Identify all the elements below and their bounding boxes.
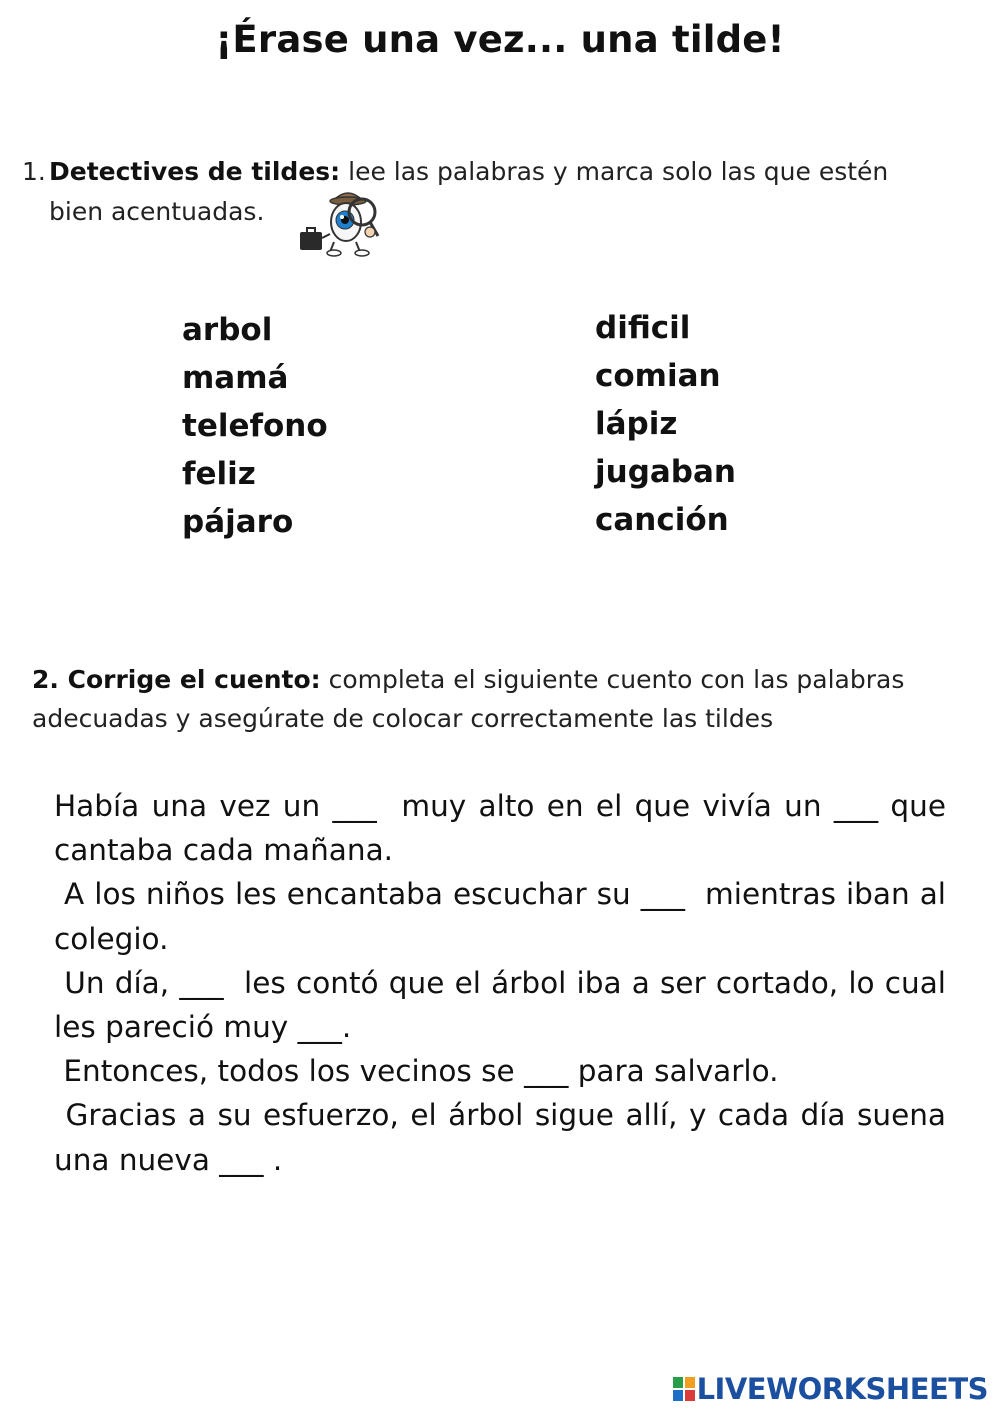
liveworksheets-logo-icon [673,1377,695,1401]
word-item[interactable]: pájaro [182,504,294,540]
story-paragraph: Un día, ___ les contó que el árbol iba a ser cortado, lo cual les pareció muy ___. [54,965,956,1045]
section-1 [22,152,942,232]
section-2-instruction: completa el siguiente cuento con las palabras adecuadas y asegúrate de colocar correctamente las tildes [32,665,905,733]
story-text [54,784,956,1182]
word-item[interactable]: feliz [182,456,256,492]
story-paragraph: Entonces, todos los vecinos se ___ para salvarlo. [54,1054,779,1089]
story-paragraph: A los niños les encantaba escuchar su ___ mientras iban al colegio. [54,877,956,956]
word-item[interactable]: telefono [182,408,328,444]
word-item[interactable]: dificil [595,310,691,346]
word-list-right [595,304,736,544]
section-1-text [49,152,942,232]
brand-footer[interactable] [673,1372,988,1406]
word-item[interactable]: canción [595,502,729,538]
word-list-left [182,306,328,546]
section-1-number: 1. [22,157,46,186]
word-item[interactable]: comian [595,358,721,394]
word-item[interactable]: lápiz [595,406,678,442]
page-title: ¡Érase una vez... una tilde! [215,18,785,61]
word-item[interactable]: arbol [182,312,273,348]
story-paragraph: Había una vez un ___ muy alto en el que vivía un ___ que cantaba cada mañana. [54,789,956,868]
brand-name: LIVEWORKSHEETS [696,1372,988,1406]
story-paragraph: Gracias a su esfuerzo, el árbol sigue allí, y cada día suena una nueva ___ . [54,1098,956,1177]
section-2-heading: 2. Corrige el cuento: [32,665,321,694]
section-1-heading: Detectives de tildes: [49,157,341,186]
word-item[interactable]: jugaban [595,454,736,490]
section-2 [32,660,962,738]
word-item[interactable]: mamá [182,360,289,396]
detective-eye-icon [298,186,382,258]
section-1-instruction: lee las palabras y marca solo las que estén bien acentuadas. [49,157,889,226]
